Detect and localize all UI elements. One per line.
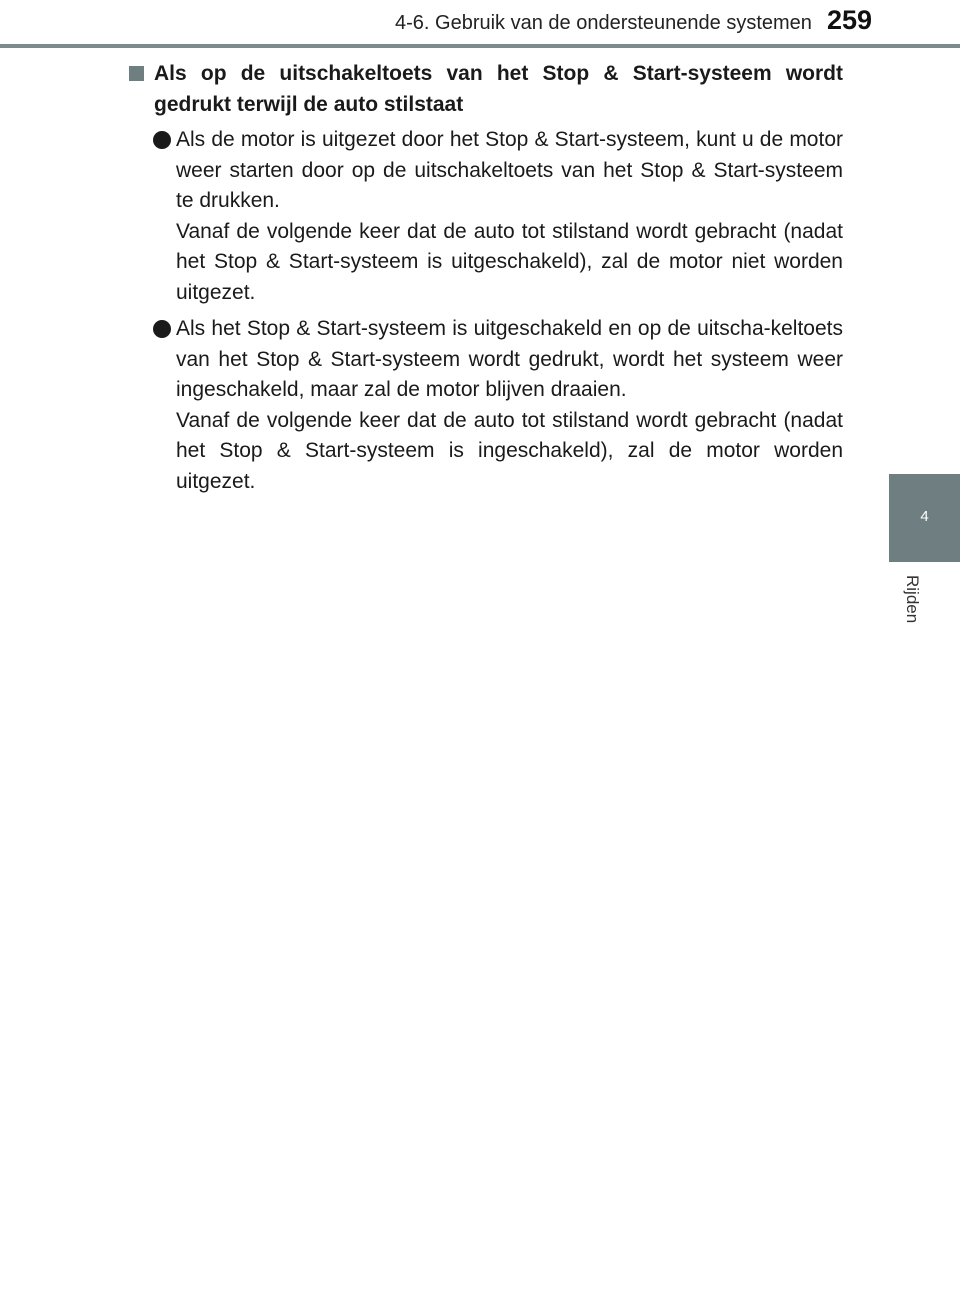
square-bullet-icon — [129, 66, 144, 81]
item-paragraph: Als het Stop & Start-systeem is uitgeschakeld en op de uitscha-keltoets van het Stop & Start-systeem wordt gedrukt, wordt het systeem weer ingeschakeld, maar zal de motor blijven draaien. — [176, 317, 843, 401]
chapter-label: Rijden — [903, 575, 922, 624]
round-bullet-icon — [153, 131, 171, 149]
chapter-number: 4 — [920, 508, 929, 525]
item-paragraph: Vanaf de volgende keer dat de auto tot stilstand wordt gebracht (nadat het Stop & Start-systeem is uitgeschakeld), zal de motor niet worden uitgezet. — [176, 219, 843, 304]
page-number: 259 — [827, 5, 873, 35]
chapter-tab — [889, 474, 960, 562]
page-header — [0, 0, 960, 46]
section-heading-text: Als op de uitschakeltoets van het Stop & Start-systeem wordt gedrukt terwijl de auto stilstaat — [154, 62, 843, 116]
item-paragraph: Als de motor is uitgezet door het Stop & Start-systeem, kunt u de motor weer starten door op de uitschakeltoets van het Stop & Start-systeem te drukken. — [176, 128, 843, 212]
round-bullet-icon — [153, 320, 171, 338]
section-title: 4-6. Gebruik van de ondersteunende systemen — [395, 12, 812, 34]
list-item — [127, 125, 843, 308]
header-divider — [0, 44, 960, 48]
item-paragraph: Vanaf de volgende keer dat de auto tot stilstand wordt gebracht (nadat het Stop & Start-systeem is ingeschakeld), zal de motor worden uitgezet. — [176, 408, 843, 493]
section-heading — [127, 59, 843, 120]
page-content — [127, 59, 843, 503]
list-item — [127, 314, 843, 497]
